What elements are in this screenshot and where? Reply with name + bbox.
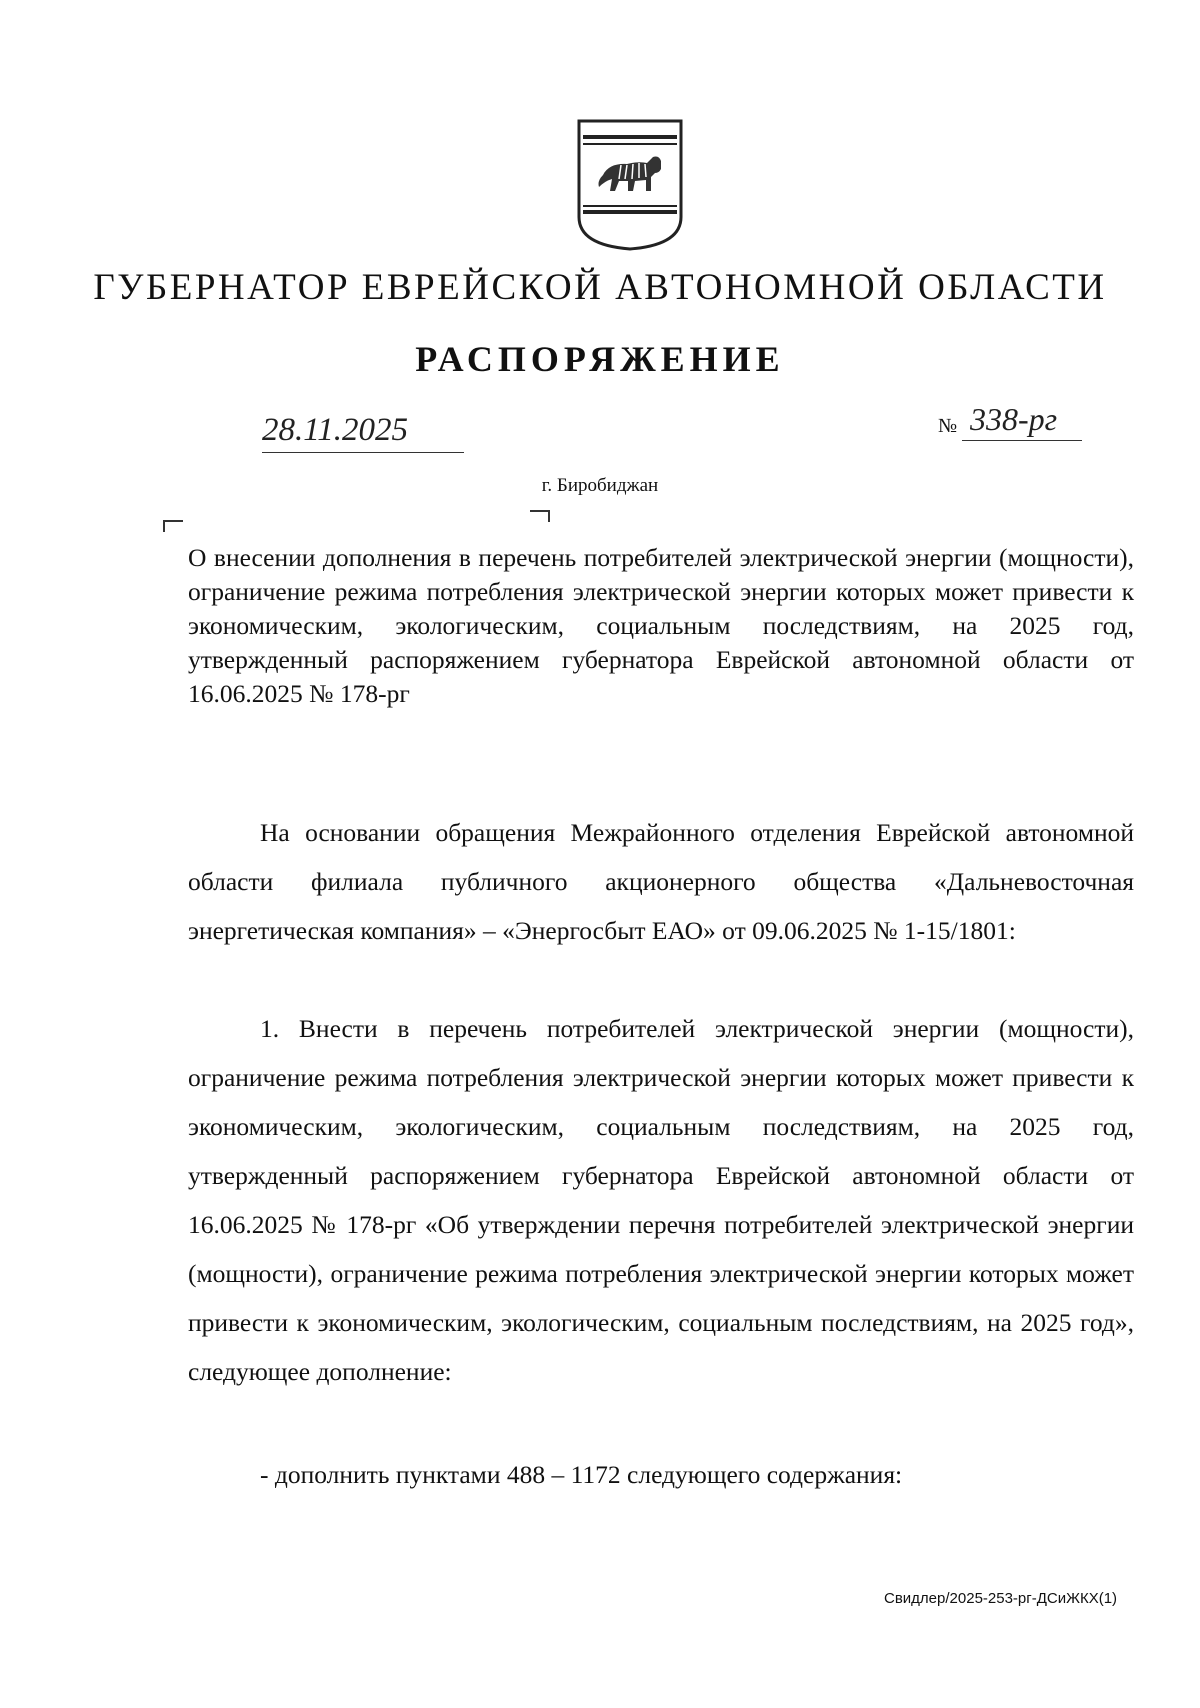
body-paragraph-2: 1. Внести в перечень потребителей электрической энергии (мощности), ограничение режима потребления электрической энергии которых может привести к экономическим, экологическим, социальным последствиям, на 2025 год, утвержденный распоряжением губернатора Еврейской автономной области от 16.06.2025 № 178-рг «Об утверждении перечня потребителей электрической энергии (мощности), ограничение режима потребления электрической энергии которых может привести к экономическим, экологическим, социальным последствиям, на 2025 год», следующее дополнение:	[188, 1014, 1134, 1386]
coat-of-arms-icon	[575, 117, 685, 252]
body-paragraph-1: На основании обращения Межрайонного отделения Еврейской автономной области филиала публичного акционерного общества «Дальневосточная энергетическая компания» – «Энергосбыт ЕАО» от 09.06.2025 № 1-15/1801:	[188, 818, 1134, 945]
document-date: 28.11.2025	[262, 408, 464, 453]
corner-mark-right	[530, 510, 550, 522]
authority-title: ГУБЕРНАТОР ЕВРЕЙСКОЙ АВТОНОМНОЙ ОБЛАСТИ	[93, 267, 1107, 308]
document-type: РАСПОРЯЖЕНИЕ	[415, 339, 785, 379]
number-label: №	[938, 415, 958, 437]
corner-mark-left	[163, 520, 183, 532]
footer-reference: Свидлер/2025-253-рг-ДСиЖКХ(1)	[884, 1590, 1118, 1607]
body-paragraph-3: - дополнить пунктами 488 – 1172 следующего содержания:	[260, 1460, 903, 1489]
city: г. Биробиджан	[541, 475, 659, 496]
document-subject: О внесении дополнения в перечень потребителей электрической энергии (мощности), ограничение режима потребления электрической энергии которых может привести к экономическим, экологическим, социальным последствиям, на 2025 год, утвержденный распоряжением губернатора Еврейской автономной области от 16.06.2025 № 178-рг	[188, 543, 1134, 708]
document-number: 338-рг	[962, 398, 1082, 441]
